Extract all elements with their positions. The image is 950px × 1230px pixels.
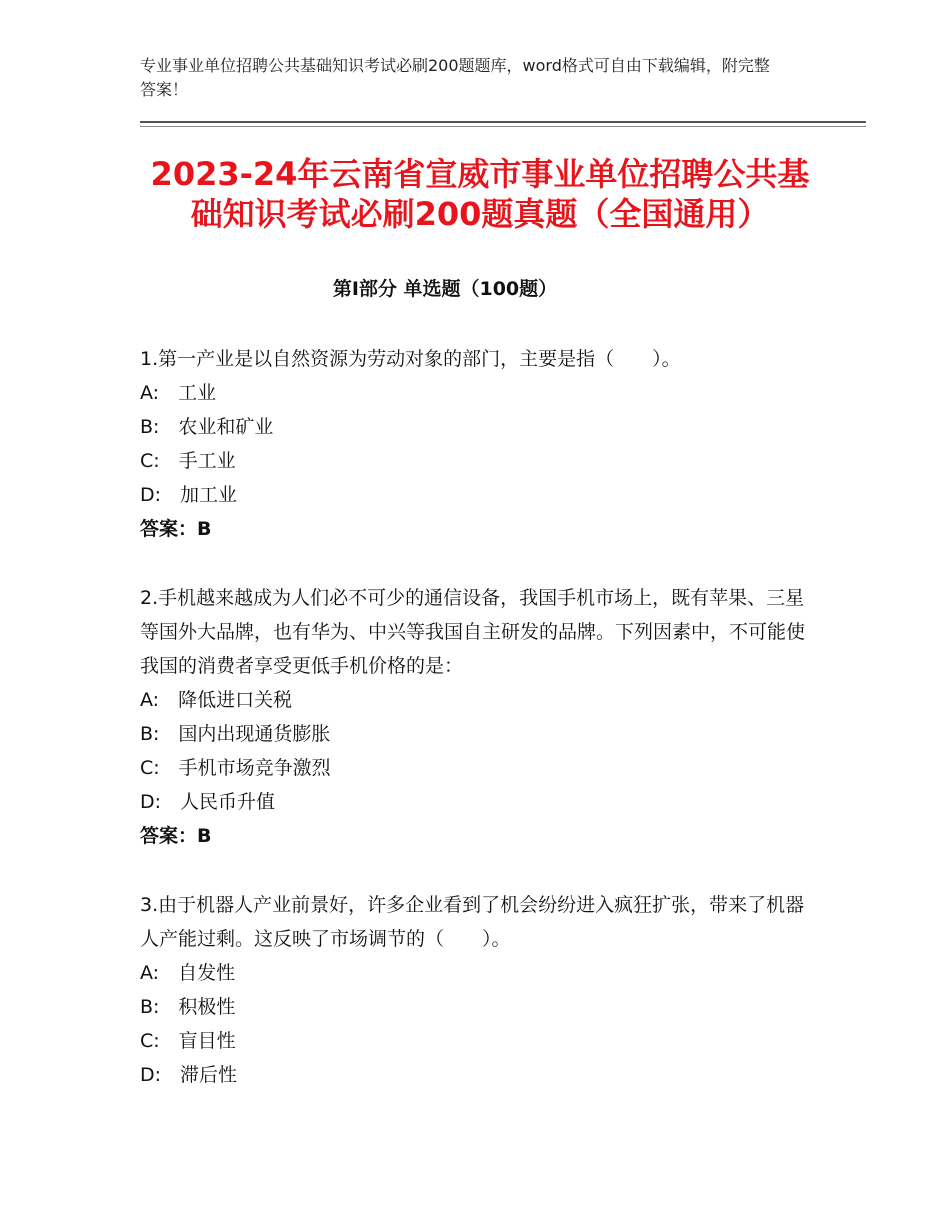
option-d: D: 加工业	[140, 484, 238, 506]
header-divider	[140, 121, 866, 123]
option-b: B: 农业和矿业	[140, 416, 274, 438]
question-block	[140, 888, 820, 1092]
option-c: C: 盲目性	[140, 1030, 236, 1052]
document-title: 2023-24年云南省宣威市事业单位招聘公共基础知识考试必刷200题真题（全国通用）	[150, 155, 810, 233]
question-block	[140, 581, 820, 853]
question-stem: 1.第一产业是以自然资源为劳动对象的部门，主要是指（ ）。	[140, 348, 681, 370]
answer-label: 答案：B	[140, 825, 212, 847]
option-a: A: 工业	[140, 382, 217, 404]
question-stem: 3.由于机器人产业前景好，许多企业看到了机会纷纷进入疯狂扩张，带来了机器人产能过剩。这反映了市场调节的（ ）。	[140, 894, 805, 950]
option-a: A: 降低进口关税	[140, 689, 293, 711]
question-stem: 2.手机越来越成为人们必不可少的通信设备，我国手机市场上，既有苹果、三星等国外大品牌，也有华为、中兴等我国自主研发的品牌。下列因素中，不可能使我国的消费者享受更低手机价格的是：	[140, 587, 806, 677]
option-d: D: 滞后性	[140, 1064, 238, 1086]
option-b: B: 国内出现通货膨胀	[140, 723, 331, 745]
section-heading: 第Ⅰ部分 单选题（100题）	[332, 278, 558, 300]
header-note: 专业事业单位招聘公共基础知识考试必刷200题题库，word格式可自由下载编辑，附完整答案！	[140, 56, 770, 99]
answer-label: 答案：B	[140, 518, 212, 540]
question-block	[140, 342, 820, 546]
option-c: C: 手工业	[140, 450, 236, 472]
option-b: B: 积极性	[140, 996, 236, 1018]
option-c: C: 手机市场竞争激烈	[140, 757, 331, 779]
header-divider-thin	[140, 126, 866, 127]
option-d: D: 人民币升值	[140, 791, 276, 813]
option-a: A: 自发性	[140, 962, 236, 984]
